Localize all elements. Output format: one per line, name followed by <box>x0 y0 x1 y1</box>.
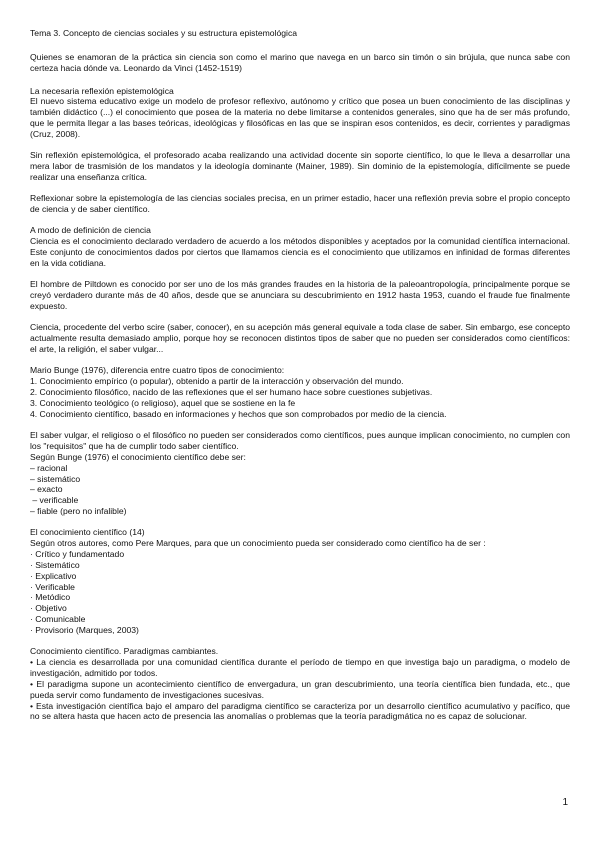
knowledge-types-list <box>30 376 570 419</box>
list-item: – verificable <box>30 495 79 506</box>
list-item: – fiable (pero no infalible) <box>30 506 127 517</box>
paragraph: Ciencia es el conocimiento declarado verdadero de acuerdo a los métodos disponibles y aceptados por la comunidad científica internacional. Este conjunto de conocimientos dados por ciertos que llamamos ciencia es el conocimiento que utilizamos en infinidad de formas diferentes en la vida cotidiana. <box>30 236 570 268</box>
section-heading-definicion: A modo de definición de ciencia <box>30 225 151 236</box>
scientific-traits-list <box>30 463 570 517</box>
paragraph: Sin reflexión epistemológica, el profesorado acaba realizando una actividad docente sin soporte científico, lo que le lleva a desarrollar una mera labor de trasmisión de los mandatos y la ideología dominante (Mainer, 1989). Sin dominio de la epistemología, difícilmente se puede realizar una enseñanza crítica. <box>30 150 570 182</box>
list-item: · Crítico y fundamentado <box>30 549 125 560</box>
bullet-paragraph: • Esta investigación científica bajo el amparo del paradigma científico se caracteriza por un desarrollo científico acumulativo y pacífico, que no se altera hasta que hacen acto de presencia las anomalías o problemas que la teoría paradigmática no es capaz de solucionar. <box>30 700 570 722</box>
page-number: 1 <box>562 797 568 808</box>
section-heading-reflexion: La necesaria reflexión epistemológica <box>30 85 174 96</box>
paragraph: Reflexionar sobre la epistemología de las ciencias sociales precisa, en un primer estadio, hacer una reflexión previa sobre el propio concepto de ciencia y de saber científico. <box>30 193 570 215</box>
paragraph: Ciencia, procedente del verbo scire (saber, conocer), en su acepción más general equivale a toda clase de saber. Sin embargo, ese concepto actualmente resulta demasiado amplio, porque hoy se reconocen distintos tipos de saber que no pueden ser considerados como científicos: el arte, la religión, el saber vulgar... <box>30 322 570 355</box>
list-item: · Comunicable <box>30 614 86 625</box>
list-item: · Explicativo <box>30 570 77 581</box>
list-item: · Sistemático <box>30 559 80 570</box>
list-item: · Provisorio (Marques, 2003) <box>30 624 139 635</box>
paragraph: El hombre de Piltdown es conocido por ser uno de los más grandes fraudes en la historia de la paleoantropología, principalmente porque se creyó verdadero durante más de 40 años, desde que se anunciara su descubrimiento en 1912 hasta 1953, cuando el fraude fue finalmente expuesto. <box>30 279 570 312</box>
cientifico-intro: Según otros autores, como Pere Marques, para que un conocimiento pueda ser considerado como científico ha de ser : <box>30 538 486 549</box>
list-item: 1. Conocimiento empírico (o popular), obtenido a partir de la interacción y observación del mundo. <box>30 376 404 387</box>
bullet-paragraph: • La ciencia es desarrollada por una comunidad científica durante el período de tiempo en que investiga bajo un paradigma, o modelo de investigación, admitido por todos. <box>30 657 570 678</box>
paragraph: El nuevo sistema educativo exige un modelo de profesor reflexivo, autónomo y crítico que posea un buen conocimiento de las disciplinas y también didáctico (...) el conocimiento que posea de la materia no debe limitarse a contenidos generales, sino que ha de ser más profundo, que le permita llegar a las bases teóricas, ideológicas y filosóficas en las que se inspiran esos contenidos, es decir, corrientes y paradigmas (Cruz, 2008). <box>30 96 570 139</box>
section-heading-paradigmas: Conocimiento científico. Paradigmas cambiantes. <box>30 646 219 657</box>
list-item: 2. Conocimiento filosófico, nacido de las reflexiones que el ser humano hace sobre cuestiones subjetivas. <box>30 387 433 398</box>
section-heading-cientifico: El conocimiento científico (14) <box>30 527 145 538</box>
list-item: · Verificable <box>30 581 75 592</box>
paragraph: El saber vulgar, el religioso o el filosófico no pueden ser considerados como científicos, pues aunque implican conocimiento, no cumplen con los "requisitos" que ha de cumplir todo saber científico. <box>30 430 570 451</box>
list-item: · Objetivo <box>30 603 67 614</box>
marques-traits-list <box>30 549 570 636</box>
list-item: – exacto <box>30 484 63 495</box>
list-item: 3. Conocimiento teológico (o religioso), aquel que se sostiene en la fe <box>30 397 296 408</box>
list-item: · Metódico <box>30 592 71 603</box>
bunge-intro: Mario Bunge (1976), diferencia entre cuatro tipos de conocimiento: <box>30 365 285 376</box>
bunge-list-intro: Según Bunge (1976) el conocimiento científico debe ser: <box>30 451 246 462</box>
list-item: – sistemático <box>30 473 81 484</box>
document-title: Tema 3. Concepto de ciencias sociales y su estructura epistemológica <box>30 28 298 38</box>
list-item: 4. Conocimiento científico, basado en informaciones y hechos que son comprobados por medio de la ciencia. <box>30 408 447 419</box>
list-item: – racional <box>30 462 68 473</box>
document-page <box>30 28 570 722</box>
epigraph: Quienes se enamoran de la práctica sin ciencia son como el marino que navega en un barco sin timón o sin brújula, que nunca sabe con certeza hacia dónde va. Leonardo da Vinci (1452-1519) <box>30 51 570 73</box>
bullet-paragraph: • El paradigma supone un acontecimiento científico de envergadura, un gran descubrimiento, una teoría científica bien fundada, etc., que pueda servir como fundamento de investigaciones sucesivas. <box>30 678 570 700</box>
